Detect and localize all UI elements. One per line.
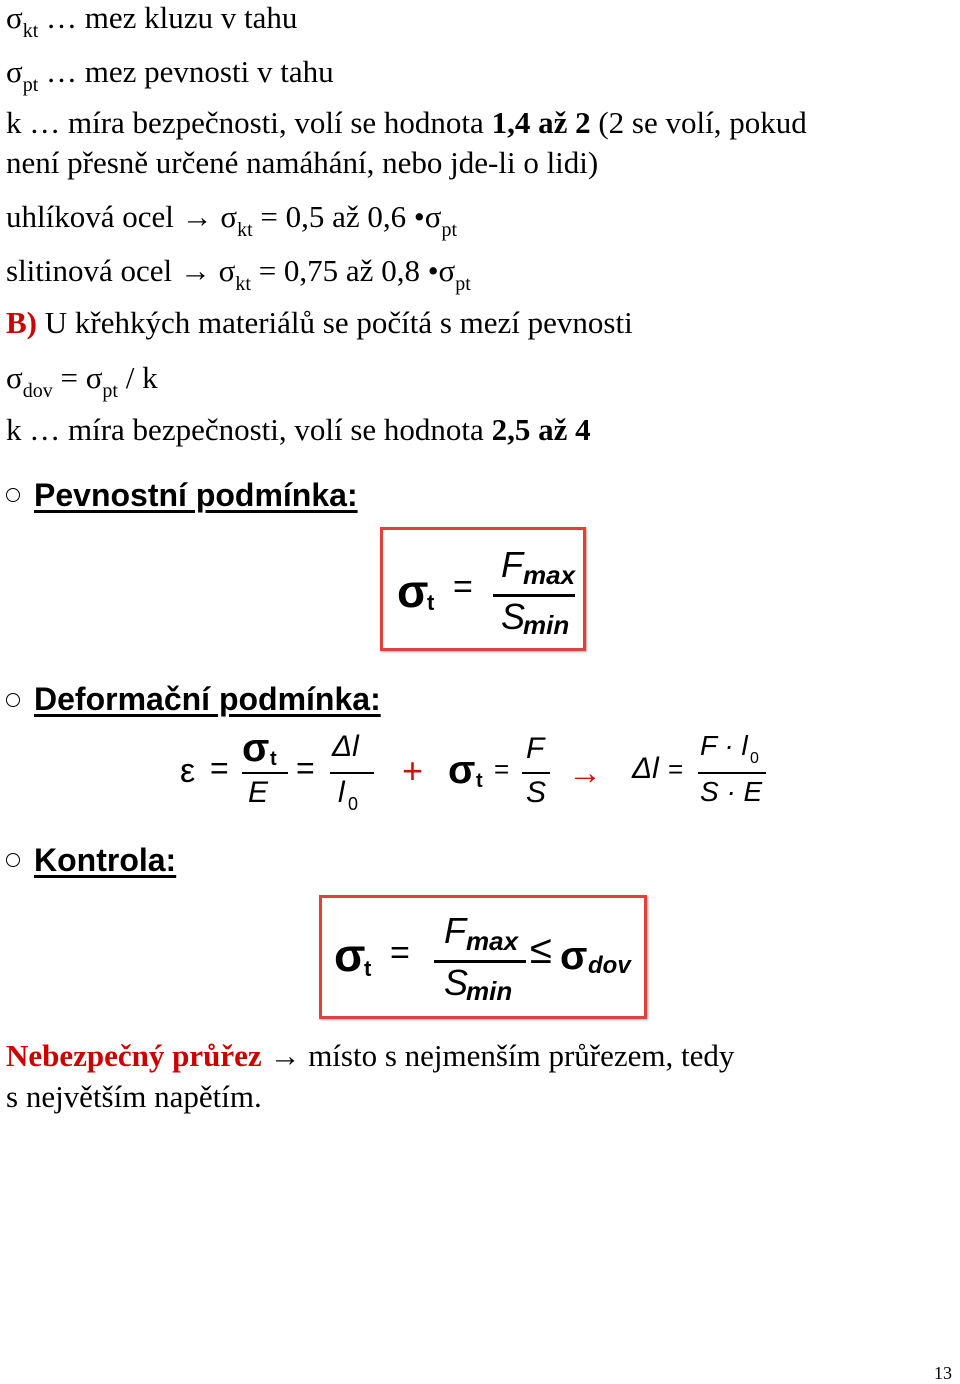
carbon-steel-line: uhlíková ocel → $\sigma_{kt} = 0,5$ až 0,6 $•\sigma_{pt}$ <box>6 199 458 241</box>
def-sigma-kt: $\sigma_{kt}$ … mez kluzu v tahu <box>6 0 298 42</box>
deformation-formula: ε = σ t E = Δl l 0 + σ t = F S → Δl = F · l 0 S · E <box>180 728 780 818</box>
check-formula-box: σ t = F max S min ≤ σ dov <box>319 895 647 1019</box>
heading-check: Kontrola: <box>34 842 177 878</box>
page-number: 13 <box>934 1363 952 1383</box>
def-k-brittle: k … míra bezpečnosti, volí se hodnota 2,5 až 4 <box>6 412 591 447</box>
def-k-safety: k … míra bezpečnosti, volí se hodnota 1,4 až 2 (2 se volí, pokud <box>6 105 807 140</box>
strength-formula-box: σ t = F max S min <box>380 527 586 651</box>
dangerous-section-line-cont: s největším napětím. <box>6 1079 262 1114</box>
alloy-steel-line: slitinová ocel → $\sigma_{kt} = 0,75$ až 0,8 $•\sigma_{pt}$ <box>6 253 471 295</box>
brittle-line: B) U křehkých materiálů se počítá s mezí pevnosti <box>6 305 633 340</box>
dangerous-section-line: Nebezpečný průřez → místo s nejmenším průřezem, tedy <box>6 1038 735 1073</box>
bullet-icon <box>6 853 20 867</box>
bullet-icon <box>6 693 20 707</box>
heading-strength: Pevnostní podmínka: <box>34 477 358 513</box>
def-sigma-pt: $\sigma_{pt}$ … mez pevnosti v tahu <box>6 54 334 96</box>
sigma-dov-line: $\sigma_{dov} = \sigma_{pt} / k$ <box>6 360 158 402</box>
def-k-safety-cont: není přesně určené namáhání, nebo jde-li o lidi) <box>6 145 599 180</box>
bullet-icon <box>6 488 20 502</box>
heading-deformation: Deformační podmínka: <box>34 681 381 717</box>
